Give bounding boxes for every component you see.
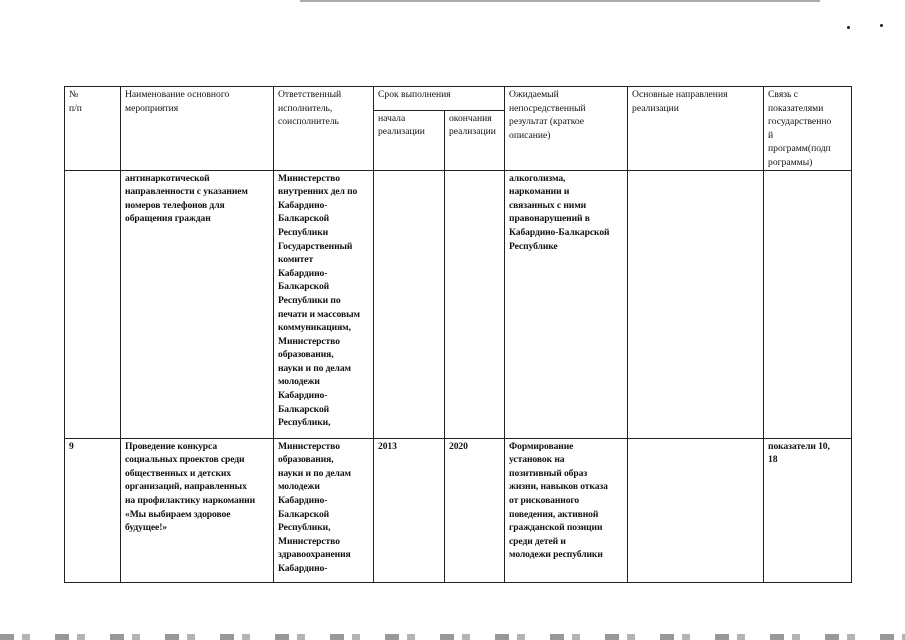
cell-responsible: Министерство внутренних дел по Кабардино- Балкарской Республики Государственный комитет Кабардино- Балкарской Республики по печати и массовым коммуникациям, Министерство образования, науки и по делам молодежи Кабардино- Балкарской Республики,: [274, 170, 374, 438]
scan-artifact-dot: [880, 24, 883, 27]
cell-directions: [628, 438, 764, 582]
table-row: [65, 170, 852, 438]
header-activity-name: Наименование основного мероприятия: [121, 87, 274, 171]
cell-responsible: Министерство образования, науки и по делам молодежи Кабардино- Балкарской Республики, Министерство здравоохранения Кабардино-: [274, 438, 374, 582]
cell-indicator-link: показатели 10, 18: [764, 438, 852, 582]
activities-table: [64, 86, 852, 583]
header-end: окончания реализации: [445, 110, 505, 170]
cell-end: [445, 170, 505, 438]
cell-expected-result: алкоголизма, наркомании и связанных с ними правонарушений в Кабардино-Балкарской Республике: [505, 170, 628, 438]
cell-number: [65, 170, 121, 438]
cell-start: [374, 170, 445, 438]
table-row: [65, 438, 852, 582]
table-header-row: [65, 87, 852, 111]
cell-number: 9: [65, 438, 121, 582]
header-indicator-link: Связь с показателями государственно й программ(подп рограммы): [764, 87, 852, 171]
cell-end: 2020: [445, 438, 505, 582]
header-term: Срок выполнения: [374, 87, 505, 111]
cell-activity-name: антинаркотической направленности с указанием номеров телефонов для обращения граждан: [121, 170, 274, 438]
cell-directions: [628, 170, 764, 438]
scan-artifact-bottom-edge: [0, 634, 905, 640]
cell-start: 2013: [374, 438, 445, 582]
header-start: начала реализации: [374, 110, 445, 170]
scan-artifact-top-line: [300, 0, 820, 2]
cell-expected-result: Формирование установок на позитивный образ жизни, навыков отказа от рискованного поведения, активной гражданской позиции среди детей и молодежи республики: [505, 438, 628, 582]
cell-activity-name: Проведение конкурса социальных проектов среди общественных и детских организаций, направленных на профилактику наркомании «Мы выбираем здоровое будущее!»: [121, 438, 274, 582]
header-responsible: Ответственный исполнитель, соисполнитель: [274, 87, 374, 171]
cell-indicator-link: [764, 170, 852, 438]
header-directions: Основные направления реализации: [628, 87, 764, 171]
header-expected-result: Ожидаемый непосредственный результат (краткое описание): [505, 87, 628, 171]
scan-artifact-dot: [847, 26, 850, 29]
header-number: № п/п: [65, 87, 121, 171]
